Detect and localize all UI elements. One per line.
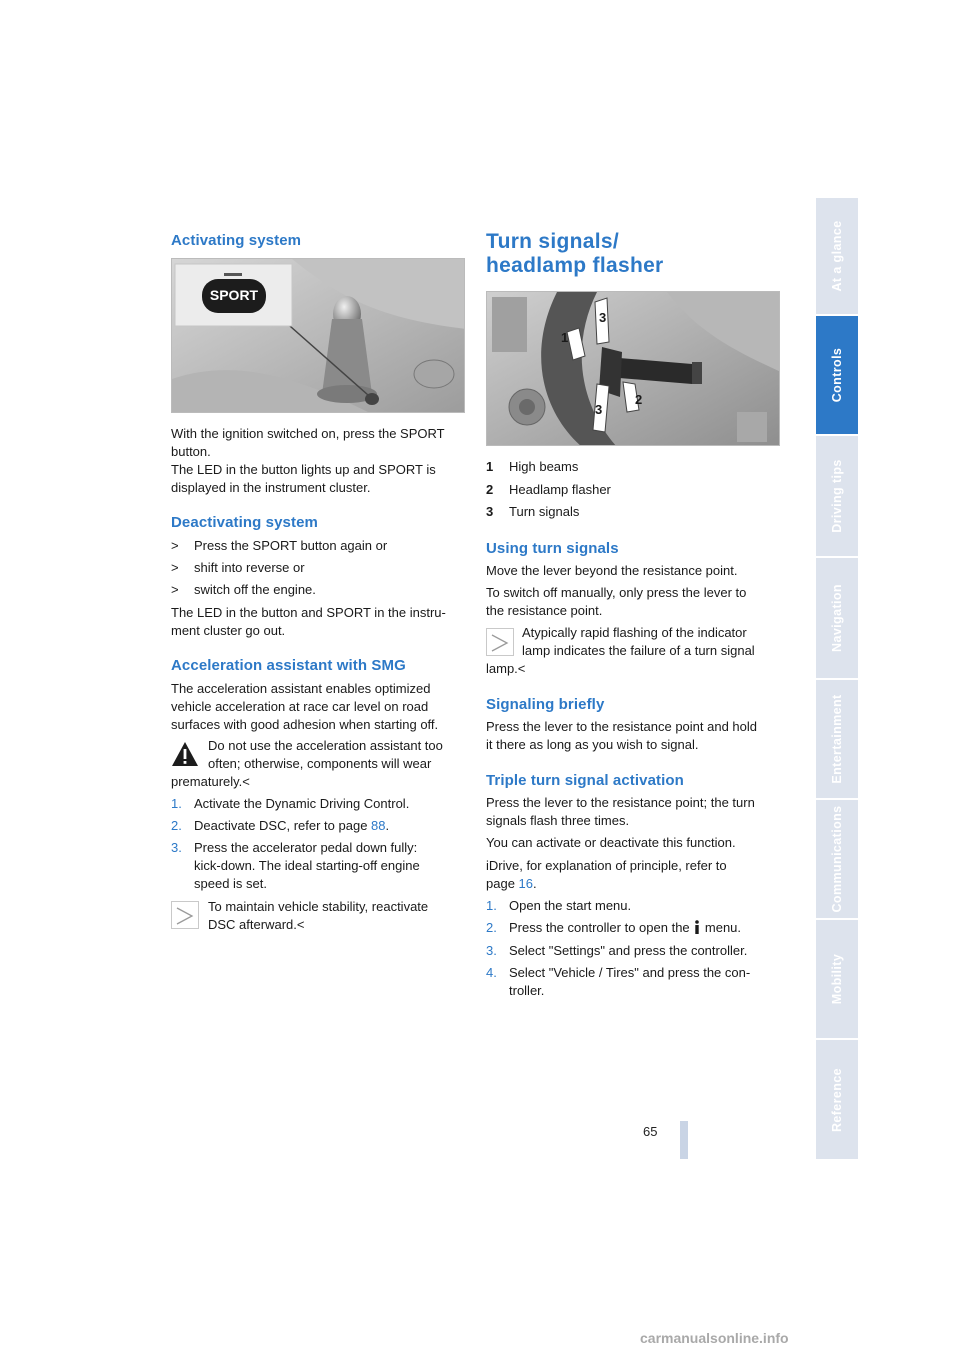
note-2-line-3: lamp.< <box>486 661 526 676</box>
sport-button-photo <box>171 258 465 413</box>
sport-console-illustration <box>172 259 465 413</box>
accel-step-3-line-2: kick-down. The ideal starting-off engine <box>194 858 420 873</box>
note-line-1: To maintain vehicle stability, reactivate <box>208 899 429 914</box>
idrive-step-4-line-2: troller. <box>509 983 545 998</box>
steering-lever-illustration <box>487 292 780 446</box>
accel-step-3-line-3: speed is set. <box>194 876 267 891</box>
tab-controls[interactable]: Controls <box>816 316 858 436</box>
note-icon <box>171 901 199 929</box>
sport-button-label: SPORT <box>209 287 259 303</box>
idrive-step-4: 4. Select "Vehicle / Tires" and press the con- <box>486 965 751 980</box>
callout-3-bottom: 3 <box>595 402 603 417</box>
tab-communications[interactable]: Communications <box>816 800 858 920</box>
chapter-tabs <box>816 198 858 1161</box>
triple-heading: Triple turn signal activation <box>486 772 684 789</box>
idrive-step-1: 1. Open the start menu. <box>486 898 632 913</box>
page-16-link[interactable]: 16 <box>518 876 534 891</box>
note-line-2: DSC afterward.< <box>208 917 305 932</box>
deactivating-bullet-3: > switch off the engine. <box>171 582 316 597</box>
triple-text-1: Press the lever to the resistance point; the turn signals flash three times. <box>486 795 755 828</box>
legend-item-2: 2 Headlamp flasher <box>486 482 611 497</box>
signaling-heading: Signaling briefly <box>486 696 605 713</box>
warning-line-1: Do not use the acceleration assistant too <box>208 738 443 753</box>
accel-step-3: 3. Press the accelerator pedal down fully: <box>171 840 418 855</box>
callout-3-top: 3 <box>599 310 607 325</box>
tab-driving-tips[interactable]: Driving tips <box>816 436 858 558</box>
activating-line-4: displayed in the instrument cluster. <box>171 480 371 495</box>
warning-line-3: prematurely.< <box>171 774 250 789</box>
tab-entertainment[interactable]: Entertainment <box>816 680 858 800</box>
tab-navigation[interactable]: Navigation <box>816 558 858 680</box>
note-2-line-2: lamp indicates the failure of a turn signal <box>522 643 755 658</box>
deactivating-text: The LED in the button and SPORT in the instru- ment cluster go out. <box>171 605 446 638</box>
page-number: 65 <box>643 1124 658 1139</box>
idrive-step-2: 2. Press the controller to open the menu. <box>486 920 742 935</box>
turn-signal-lever-photo <box>486 291 780 446</box>
using-heading: Using turn signals <box>486 540 619 557</box>
legend-item-1: 1 High beams <box>486 459 579 474</box>
idrive-step-3: 3. Select "Settings" and press the controller. <box>486 943 748 958</box>
triple-text-2: You can activate or deactivate this function. <box>486 835 736 850</box>
warning-icon <box>171 741 199 767</box>
accel-text: The acceleration assistant enables optimized vehicle acceleration at race car level on road surfaces with good adhesion when starting off. <box>171 681 439 732</box>
deactivating-heading: Deactivating system <box>171 514 318 531</box>
activating-line-1: With the ignition switched on, press the SPORT <box>171 426 445 441</box>
activating-text <box>171 425 466 497</box>
note-2-line-1: Atypically rapid flashing of the indicator <box>522 625 747 640</box>
page-title: Turn signals/ headlamp flasher <box>486 230 664 277</box>
signaling-text: Press the lever to the resistance point and hold it there as long as you wish to signal. <box>486 719 757 752</box>
legend-item-3: 3 Turn signals <box>486 504 580 519</box>
page-number-bar <box>680 1121 688 1159</box>
footer-watermark: carmanualsonline.info <box>640 1330 789 1346</box>
note-icon-2 <box>486 628 514 656</box>
activating-line-3: The LED in the button lights up and SPORT is <box>171 462 436 477</box>
accel-step-2: 2. Deactivate DSC, refer to page 88. <box>171 818 390 833</box>
tab-reference[interactable]: Reference <box>816 1040 858 1161</box>
activating-line-2: button. <box>171 444 211 459</box>
page-88-link[interactable]: 88 <box>371 818 386 833</box>
tab-at-a-glance[interactable]: At a glance <box>816 198 858 316</box>
using-text-2: To switch off manually, only press the lever to the resistance point. <box>486 585 747 618</box>
deactivating-bullet-2: > shift into reverse or <box>171 560 305 575</box>
using-text-1: Move the lever beyond the resistance point. <box>486 563 738 578</box>
activating-heading: Activating system <box>171 232 302 249</box>
warning-line-2: often; otherwise, components will wear <box>208 756 432 771</box>
accel-heading: Acceleration assistant with SMG <box>171 657 406 674</box>
triple-text-3: iDrive, for explanation of principle, refer to page 16. <box>486 858 727 891</box>
deactivating-bullet-1: > Press the SPORT button again or <box>171 538 388 553</box>
callout-2: 2 <box>635 392 643 407</box>
callout-1: 1 <box>561 330 569 345</box>
tab-mobility[interactable]: Mobility <box>816 920 858 1040</box>
accel-step-1: 1. Activate the Dynamic Driving Control. <box>171 796 410 811</box>
